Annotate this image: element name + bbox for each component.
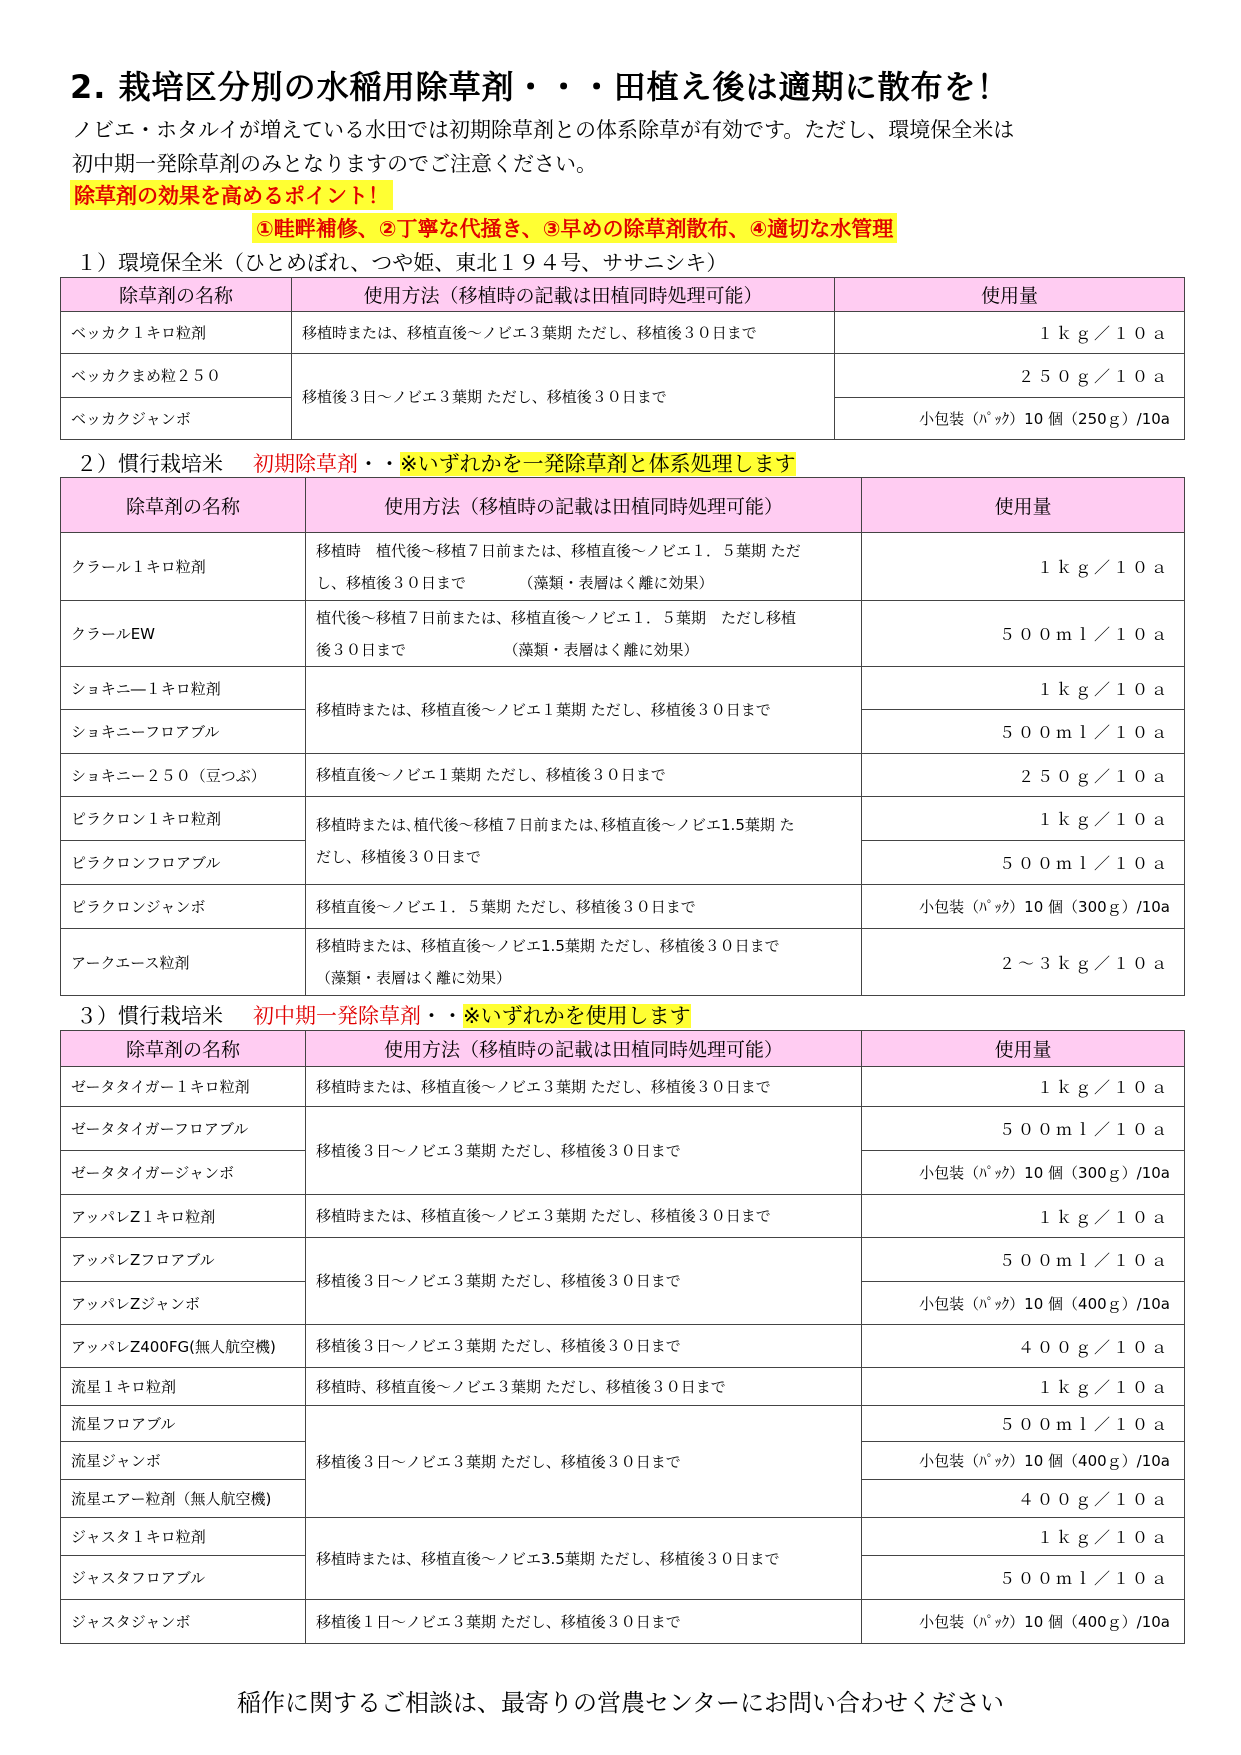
herbicide-name: 流星フロアブル	[61, 1406, 306, 1442]
usage-amount: １ｋｇ／１０ａ	[862, 533, 1185, 601]
table-row	[61, 1238, 1185, 1282]
header-amount: 使用量	[862, 478, 1185, 533]
herbicide-name: ベッカクまめ粒２５０	[61, 354, 292, 398]
herbicide-name: ゼータタイガーフロアブル	[61, 1107, 306, 1151]
usage-amount: 小包装（ﾊﾟｯｸ）10 個（300ｇ）/10a	[862, 885, 1185, 929]
herbicide-name: 流星ジャンボ	[61, 1442, 306, 1480]
usage-amount: ５００ｍｌ／１０ａ	[862, 1238, 1185, 1282]
table-row	[61, 1518, 1185, 1556]
section3-category: 初中期一発除草剤	[253, 1004, 421, 1028]
section1-label: １）環境保全米（ひとめぼれ、つや姫、東北１９４号、ササニシキ）	[76, 251, 728, 275]
usage-amount: ５００ｍｌ／１０ａ	[862, 1406, 1185, 1442]
herbicide-name: ジャスタジャンボ	[61, 1600, 306, 1644]
header-amount: 使用量	[862, 1031, 1185, 1067]
usage-amount: ５００ｍｌ／１０ａ	[862, 1556, 1185, 1600]
herbicide-name: アッパレZフロアブル	[61, 1238, 306, 1282]
usage-method	[306, 929, 862, 996]
usage-amount: ２５０ｇ／１０ａ	[862, 754, 1185, 797]
herbicide-name: アッパレZ１キロ粒剤	[61, 1195, 306, 1238]
herbicide-name: アッパレZジャンボ	[61, 1282, 306, 1325]
usage-amount: １ｋｇ／１０ａ	[862, 1195, 1185, 1238]
table-row	[61, 1195, 1185, 1238]
table-row	[61, 1067, 1185, 1107]
method-line: 移植時 植代後～移植７日前または、移植直後～ノビエ１．５葉期 ただ	[316, 541, 801, 560]
herbicide-name: ゼータタイガージャンボ	[61, 1151, 306, 1195]
section1-table	[60, 277, 1185, 440]
table-row	[61, 667, 1185, 710]
herbicide-name: ピラクロン１キロ粒剤	[61, 797, 306, 841]
section3-note: ※いずれかを使用します	[463, 1004, 691, 1028]
method-line: 移植時または､植代後～移植７日前または､移植直後～ノビエ1.5葉期 た	[316, 815, 795, 834]
usage-amount: ２５０ｇ／１０ａ	[835, 354, 1185, 398]
method-line: し、移植後３０日まで （藻類・表層はく離に効果）	[316, 573, 714, 592]
herbicide-name: アッパレZ400FG(無人航空機)	[61, 1325, 306, 1368]
table-row	[61, 312, 1185, 354]
table-row	[61, 533, 1185, 601]
points-heading: 除草剤の効果を高めるポイント！	[70, 180, 393, 210]
herbicide-name: 流星１キロ粒剤	[61, 1368, 306, 1406]
herbicide-name: ピラクロンジャンボ	[61, 885, 306, 929]
usage-amount: １ｋｇ／１０ａ	[862, 1518, 1185, 1556]
table-row	[61, 885, 1185, 929]
method-line: だし、移植後３０日まで	[316, 847, 482, 866]
usage-method: 移植後３日～ノビエ３葉期 ただし、移植後３０日まで	[306, 1238, 862, 1325]
table-row	[61, 1406, 1185, 1442]
table-row	[61, 1107, 1185, 1151]
section3-table	[60, 1030, 1185, 1644]
usage-amount: ５００ｍｌ／１０ａ	[862, 710, 1185, 754]
section3-dots: ・・	[421, 1004, 463, 1028]
herbicide-name: ショキニーフロアブル	[61, 710, 306, 754]
usage-method: 移植後１日～ノビエ３葉期 ただし、移植後３０日まで	[306, 1600, 862, 1644]
usage-amount: ５００ｍｌ／１０ａ	[862, 841, 1185, 885]
usage-amount: 小包装（ﾊﾟｯｸ）10 個（400ｇ）/10a	[862, 1282, 1185, 1325]
herbicide-name: アークエース粒剤	[61, 929, 306, 996]
herbicide-name: クラール１キロ粒剤	[61, 533, 306, 601]
usage-method: 移植時、移植直後～ノビエ３葉期 ただし、移植後３０日まで	[306, 1368, 862, 1406]
table-row	[61, 1325, 1185, 1368]
usage-method: 移植時または、移植直後～ノビエ３葉期 ただし、移植後３０日まで	[306, 1195, 862, 1238]
herbicide-name: ベッカク１キロ粒剤	[61, 312, 292, 354]
usage-method: 移植後３日～ノビエ３葉期 ただし、移植後３０日まで	[306, 1325, 862, 1368]
usage-amount: ４００ｇ／１０ａ	[862, 1325, 1185, 1368]
usage-method	[306, 601, 862, 667]
header-name: 除草剤の名称	[61, 478, 306, 533]
section2-dots: ・・	[358, 452, 400, 476]
usage-method: 移植時または、移植直後～ノビエ３葉期 ただし、移植後３０日まで	[292, 312, 835, 354]
header-method: 使用方法（移植時の記載は田植同時処理可能）	[292, 278, 835, 312]
table-row	[61, 1600, 1185, 1644]
intro-line-2: 初中期一発除草剤のみとなりますのでご注意ください。	[72, 152, 597, 176]
herbicide-name: ショキニ―１キロ粒剤	[61, 667, 306, 710]
usage-method: 移植時または、移植直後～ノビエ3.5葉期 ただし、移植後３０日まで	[306, 1518, 862, 1600]
table-row	[61, 754, 1185, 797]
usage-method	[306, 797, 862, 885]
header-method: 使用方法（移植時の記載は田植同時処理可能）	[306, 1031, 862, 1067]
usage-amount: １ｋｇ／１０ａ	[862, 1067, 1185, 1107]
usage-amount: 小包装（ﾊﾟｯｸ）10 個（400ｇ）/10a	[862, 1600, 1185, 1644]
usage-amount: １ｋｇ／１０ａ	[862, 667, 1185, 710]
section3-title: ３）慣行栽培米	[76, 1004, 223, 1028]
table-row	[61, 601, 1185, 667]
usage-amount: １ｋｇ／１０ａ	[862, 797, 1185, 841]
intro-line-1: ノビエ・ホタルイが増えている水田では初期除草剤との体系除草が有効です。ただし、環境保全米は	[72, 118, 1015, 142]
usage-method: 移植後３日～ノビエ３葉期 ただし、移植後３０日まで	[306, 1406, 862, 1518]
usage-method: 移植直後～ノビエ１葉期 ただし、移植後３０日まで	[306, 754, 862, 797]
section2-table	[60, 477, 1185, 996]
usage-method: 移植直後～ノビエ１．５葉期 ただし、移植後３０日まで	[306, 885, 862, 929]
header-amount: 使用量	[835, 278, 1185, 312]
usage-amount: １ｋｇ／１０ａ	[835, 312, 1185, 354]
herbicide-name: ピラクロンフロアブル	[61, 841, 306, 885]
usage-amount: １ｋｇ／１０ａ	[862, 1368, 1185, 1406]
usage-amount: ５００ｍｌ／１０ａ	[862, 1107, 1185, 1151]
points-items: ①畦畔補修、②丁寧な代掻き、③早めの除草剤散布、④適切な水管理	[252, 213, 897, 243]
section3-label	[76, 1000, 691, 1030]
method-line: （藻類・表層はく離に効果）	[316, 969, 512, 987]
herbicide-name: ジャスタ１キロ粒剤	[61, 1518, 306, 1556]
usage-method: 移植後３日～ノビエ３葉期 ただし、移植後３０日まで	[306, 1107, 862, 1195]
usage-amount: ２～３ｋｇ／１０ａ	[862, 929, 1185, 996]
header-name: 除草剤の名称	[61, 278, 292, 312]
method-line: 植代後～移植７日前または、移植直後～ノビエ１．５葉期 ただし移植	[316, 608, 797, 627]
header-name: 除草剤の名称	[61, 1031, 306, 1067]
herbicide-name: クラールEW	[61, 601, 306, 667]
herbicide-name: 流星エアー粒剤（無人航空機)	[61, 1480, 306, 1518]
usage-method	[306, 533, 862, 601]
footer-contact: 稲作に関するご相談は、最寄りの営農センターにお問い合わせください	[236, 1689, 1005, 1717]
usage-amount: ４００ｇ／１０ａ	[862, 1480, 1185, 1518]
herbicide-name: ゼータタイガー１キロ粒剤	[61, 1067, 306, 1107]
page-title: 2. 栽培区分別の水稲用除草剤・・・田植え後は適期に散布を！	[70, 68, 1010, 106]
section2-label	[76, 448, 796, 478]
herbicide-name: ショキニー２５０（豆つぶ）	[61, 754, 306, 797]
table-row	[61, 929, 1185, 996]
method-line: 後３０日まで （藻類・表層はく離に効果）	[316, 640, 699, 659]
usage-amount: 小包装（ﾊﾟｯｸ）10 個（250ｇ）/10a	[835, 398, 1185, 440]
usage-method: 移植時または、移植直後～ノビエ１葉期 ただし、移植後３０日まで	[306, 667, 862, 754]
header-method: 使用方法（移植時の記載は田植同時処理可能）	[306, 478, 862, 533]
usage-amount: 小包装（ﾊﾟｯｸ）10 個（400ｇ）/10a	[862, 1442, 1185, 1480]
section2-category: 初期除草剤	[253, 452, 358, 476]
section2-title: ２）慣行栽培米	[76, 452, 223, 476]
table-row	[61, 797, 1185, 841]
usage-amount: ５００ｍｌ／１０ａ	[862, 601, 1185, 667]
table-row	[61, 1368, 1185, 1406]
table-row	[61, 354, 1185, 398]
section2-note: ※いずれかを一発除草剤と体系処理します	[400, 452, 796, 476]
herbicide-name: ベッカクジャンボ	[61, 398, 292, 440]
usage-method: 移植時または、移植直後～ノビエ３葉期 ただし、移植後３０日まで	[306, 1067, 862, 1107]
method-line: 移植時または、移植直後～ノビエ1.5葉期 ただし、移植後３０日まで	[316, 937, 780, 955]
herbicide-name: ジャスタフロアブル	[61, 1556, 306, 1600]
usage-amount: 小包装（ﾊﾟｯｸ）10 個（300ｇ）/10a	[862, 1151, 1185, 1195]
usage-method: 移植後３日～ノビエ３葉期 ただし、移植後３０日まで	[292, 354, 835, 440]
